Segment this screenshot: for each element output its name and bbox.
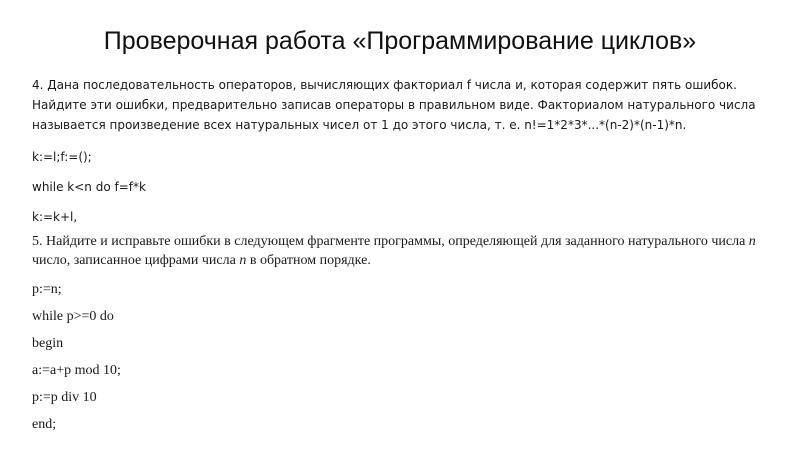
task-5-text-part: 5. Найдите и исправьте ошибки в следующем фрагменте программы, определяющей для заданного натурального числа bbox=[32, 234, 749, 249]
task-5-code-line-6: end; bbox=[32, 417, 57, 432]
task-5-code-line-2: while p>=0 do bbox=[32, 309, 114, 324]
task-5-code-line-3: begin bbox=[32, 336, 64, 351]
task-5-text bbox=[32, 232, 777, 270]
task-5-code-line-5: p:=p div 10 bbox=[32, 390, 97, 405]
task-5-text-part: в обратном порядке. bbox=[246, 253, 371, 268]
task-5-code-line-4: a:=a+p mod 10; bbox=[32, 363, 121, 378]
task-4 bbox=[32, 75, 777, 227]
task-4-code-line-1: k:=l;f:=(); bbox=[32, 150, 92, 164]
task-4-text: 4. Дана последовательность операторов, вычисляющих факториал f числа и, которая содержит пять ошибок. Найдите эти ошибки, предварительно записав операторы в правильном виде. Факториалом натурального числа называется произведение всех натуральных чисел от 1 до этого числа, т. е. n!=1*2*3*...*(n-2)*(n-1)*n. bbox=[32, 78, 756, 132]
task-5-variable-n: n bbox=[748, 234, 756, 249]
task-5 bbox=[32, 232, 777, 434]
task-5-variable-n: n bbox=[239, 253, 247, 268]
task-4-code-line-2: while k<n do f=f*k bbox=[32, 180, 146, 194]
task-5-text-part: число, записанное цифрами числа bbox=[32, 253, 240, 268]
task-4-code-line-3: k:=k+l, bbox=[32, 210, 78, 224]
task-5-code-line-1: p:=n; bbox=[32, 282, 62, 297]
slide-title: Проверочная работа «Программирование циклов» bbox=[103, 27, 697, 55]
